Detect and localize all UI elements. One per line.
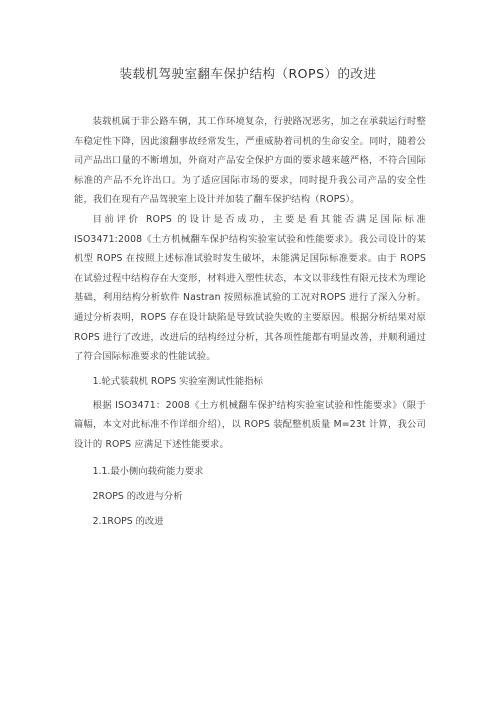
section-1-heading: 1.轮式装载机 ROPS 实验室测试性能指标 <box>92 375 263 387</box>
section-1-paragraph: 根据 ISO3471：2008《土方机械翻车保护结构实验室试验和性能要求》（限于篇幅，本文对此标准不作详细介绍），以 ROPS 装配整机质量 M=23t 计算，我公司设计的 ROPS 应满足下述性能要求。 <box>74 399 426 450</box>
section-1-1-heading: 1.1.最小侧向载荷能力要求 <box>92 465 204 477</box>
intro-paragraph: 装载机属于非公路车辆，其工作环境复杂，行驶路况恶劣，加之在承载运行时整车稳定性下降，因此滚翻事故经常发生，严重威胁着司机的生命安全。同时，随着公司产品出口量的不断增加，外商对产品安全保护方面的要求越来越严格，不符合国际标准的产品不允许出口。为了适应国际市场的要求，同时提升我公司产品的安全性能，我们在现有产品驾驶室上设计并加装了翻车保护结构（ROPS）。 <box>74 116 426 206</box>
section-2-heading: 2ROPS 的改进与分析 <box>92 490 183 502</box>
evaluation-paragraph: 目前评价 ROPS 的设计是否成功，主要是看其能否满足国际标准ISO3471:2008《土方机械翻车保护结构实验室试验和性能要求》。我公司设计的某机型 ROPS 在按照上述标准试验时发生破坏，未能满足国际标准要求。由于 ROPS 在试验过程中结构存在大变形，材料进入塑性状态，本文以非线性有限元技术为理论基础，利用结构分析软件 Nastran 按照标准试验的工况对ROPS 进行了深入分析。通过分析表明，ROPS 存在设计缺陷是导致试验失败的主要原因。根据分析结果对原 ROPS 进行了改进，改进后的结构经过分析，其各项性能都有明显改善，并顺利通过了符合国际标准要求的性能试验。 <box>74 213 426 363</box>
document-body <box>74 112 426 533</box>
section-2-1-heading: 2.1ROPS 的改进 <box>92 515 164 527</box>
document-title: 装载机驾驶室翻车保护结构（ROPS）的改进 <box>119 66 377 81</box>
